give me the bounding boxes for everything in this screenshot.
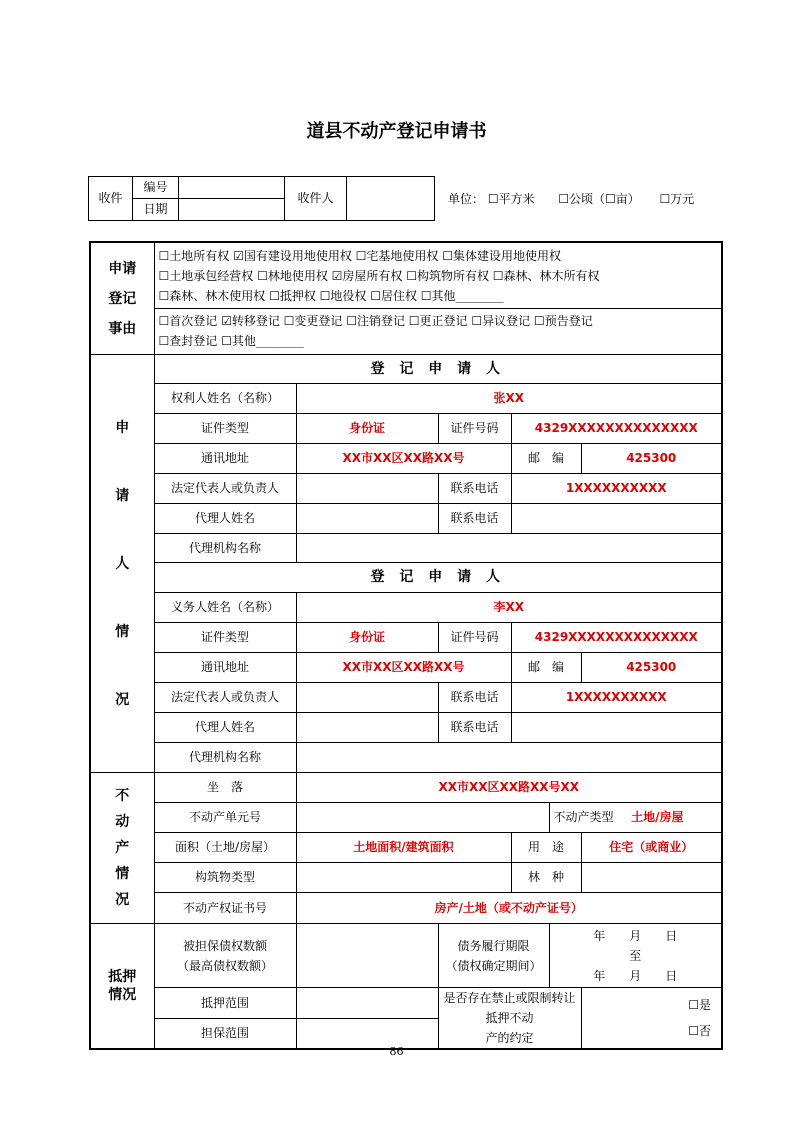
debt-amount-field[interactable] <box>296 924 438 988</box>
obligee-agent-label: 代理人姓名 <box>154 504 296 534</box>
cert-number-label: 不动产权证书号 <box>154 893 296 924</box>
area-label: 面积（土地/房屋） <box>154 833 296 863</box>
unit-option-sqm[interactable]: ☐平方米 <box>487 192 535 206</box>
obligor-phone-value[interactable]: 1XXXXXXXXXX <box>511 683 722 713</box>
unit-number-label: 不动产单元号 <box>154 803 296 833</box>
obligee-id-number-label: 证件号码 <box>438 414 511 444</box>
obligee-agency-field[interactable] <box>296 534 722 563</box>
obligor-phone-label: 联系电话 <box>438 683 511 713</box>
obligee-legal-rep-label: 法定代表人或负责人 <box>154 474 296 504</box>
rights-line-1[interactable]: ☐土地所有权 ☑国有建设用地使用权 ☐宅基地使用权 ☐集体建设用地使用权 <box>158 249 561 263</box>
obligor-agent-field[interactable] <box>296 713 438 743</box>
obligee-agent-field[interactable] <box>296 504 438 534</box>
obligor-agent-phone-field[interactable] <box>511 713 722 743</box>
restriction-options <box>581 988 722 1050</box>
date-label: 日期 <box>133 199 179 221</box>
application-form <box>89 241 723 1050</box>
reason-section-label: 申请 登记 事由 <box>90 242 154 355</box>
receiver-field[interactable] <box>347 177 435 221</box>
property-type-value[interactable]: 土地/房屋 <box>631 810 684 825</box>
obligor-postcode-value[interactable]: 425300 <box>581 653 722 683</box>
restriction-yes[interactable]: ☐是 <box>688 998 711 1012</box>
obligor-id-number-label: 证件号码 <box>438 623 511 653</box>
reason-options <box>154 242 722 355</box>
use-value[interactable]: 住宅（或商业） <box>581 833 722 863</box>
restriction-question: 是否存在禁止或限制转让抵押不动 产的约定 <box>438 988 581 1050</box>
number-field[interactable] <box>179 177 285 199</box>
property-type-label: 不动产类型 <box>553 810 614 825</box>
obligor-id-type-value[interactable]: 身份证 <box>296 623 438 653</box>
obligor-name-value[interactable]: 李XX <box>296 593 722 623</box>
structure-type-field[interactable] <box>296 863 511 893</box>
mortgage-scope-label: 抵押范围 <box>154 988 296 1019</box>
obligor-id-number-value[interactable]: 4329XXXXXXXXXXXXXX <box>511 623 722 653</box>
obligee-header: 登 记 申 请 人 <box>154 355 722 384</box>
property-section-label: 不 动 产 情 况 <box>90 773 154 924</box>
obligor-agency-label: 代理机构名称 <box>154 743 296 773</box>
obligee-phone-value[interactable]: 1XXXXXXXXXX <box>511 474 722 504</box>
unit-number-field[interactable] <box>296 803 549 833</box>
property-type-cell <box>549 803 722 833</box>
type-line-1[interactable]: ☐首次登记 ☑转移登记 ☐变更登记 ☐注销登记 ☐更正登记 ☐异议登记 ☐预告登记 <box>158 314 593 328</box>
debt-amount-label: 被担保债权数额 （最高债权数额） <box>154 924 296 988</box>
forest-type-field[interactable] <box>581 863 722 893</box>
obligor-address-label: 通讯地址 <box>154 653 296 683</box>
cert-number-value[interactable]: 房产/土地（或不动产证号） <box>296 893 722 924</box>
debt-period-dates[interactable]: 年 月 日 至 年 月 日 <box>549 924 722 988</box>
obligee-postcode-value[interactable]: 425300 <box>581 444 722 474</box>
applicant-section-label: 申 请 人 情 况 <box>90 355 154 773</box>
area-value[interactable]: 土地面积/建筑面积 <box>296 833 511 863</box>
structure-type-label: 构筑物类型 <box>154 863 296 893</box>
receipt-table <box>88 176 435 221</box>
location-value[interactable]: XX市XX区XX路XX号XX <box>296 773 722 803</box>
rights-line-2[interactable]: ☐土地承包经营权 ☐林地使用权 ☑房屋所有权 ☐构筑物所有权 ☐森林、林木所有权 <box>158 269 600 283</box>
type-line-2[interactable]: ☐查封登记 ☐其他________ <box>158 334 304 348</box>
unit-option-10k-yuan[interactable]: ☐万元 <box>659 192 695 206</box>
obligor-address-value[interactable]: XX市XX区XX路XX号 <box>296 653 511 683</box>
date-field[interactable] <box>179 199 285 221</box>
unit-option-hectare[interactable]: ☐公顷（☐亩） <box>558 192 640 206</box>
obligor-legal-rep-label: 法定代表人或负责人 <box>154 683 296 713</box>
obligee-postcode-label: 邮 编 <box>511 444 581 474</box>
obligee-agency-label: 代理机构名称 <box>154 534 296 563</box>
location-label: 坐 落 <box>154 773 296 803</box>
obligee-phone-label: 联系电话 <box>438 474 511 504</box>
obligor-postcode-label: 邮 编 <box>511 653 581 683</box>
obligor-agency-field[interactable] <box>296 743 722 773</box>
obligee-id-type-value[interactable]: 身份证 <box>296 414 438 444</box>
units-prefix: 单位： <box>448 192 485 206</box>
obligee-agent-phone-label: 联系电话 <box>438 504 511 534</box>
use-label: 用 途 <box>511 833 581 863</box>
page-number: 86 <box>389 1045 404 1058</box>
obligor-agent-label: 代理人姓名 <box>154 713 296 743</box>
obligee-name-label: 权利人姓名（名称） <box>154 384 296 414</box>
number-label: 编号 <box>133 177 179 199</box>
debt-period-label: 债务履行期限 （债权确定期间） <box>438 924 549 988</box>
obligee-id-type-label: 证件类型 <box>154 414 296 444</box>
guarantee-scope-label: 担保范围 <box>154 1018 296 1049</box>
obligor-header: 登 记 申 请 人 <box>154 563 722 593</box>
obligor-legal-rep-field[interactable] <box>296 683 438 713</box>
page-title: 道县不动产登记申请书 <box>306 121 487 142</box>
restriction-no[interactable]: ☐否 <box>688 1024 711 1038</box>
obligee-address-value[interactable]: XX市XX区XX路XX号 <box>296 444 511 474</box>
units-selector <box>448 190 694 207</box>
obligee-address-label: 通讯地址 <box>154 444 296 474</box>
mortgage-scope-field[interactable] <box>296 988 438 1019</box>
obligor-agent-phone-label: 联系电话 <box>438 713 511 743</box>
obligee-legal-rep-field[interactable] <box>296 474 438 504</box>
mortgage-section-label: 抵押 情况 <box>90 924 154 1050</box>
receiver-label: 收件人 <box>285 177 347 221</box>
obligee-id-number-value[interactable]: 4329XXXXXXXXXXXXXX <box>511 414 722 444</box>
obligee-name-value[interactable]: 张XX <box>296 384 722 414</box>
obligor-id-type-label: 证件类型 <box>154 623 296 653</box>
rights-line-3[interactable]: ☐森林、林木使用权 ☐抵押权 ☐地役权 ☐居住权 ☐其他________ <box>158 289 504 303</box>
obligor-name-label: 义务人姓名（名称） <box>154 593 296 623</box>
obligee-agent-phone-field[interactable] <box>511 504 722 534</box>
forest-type-label: 林 种 <box>511 863 581 893</box>
receipt-label: 收件 <box>89 177 133 221</box>
